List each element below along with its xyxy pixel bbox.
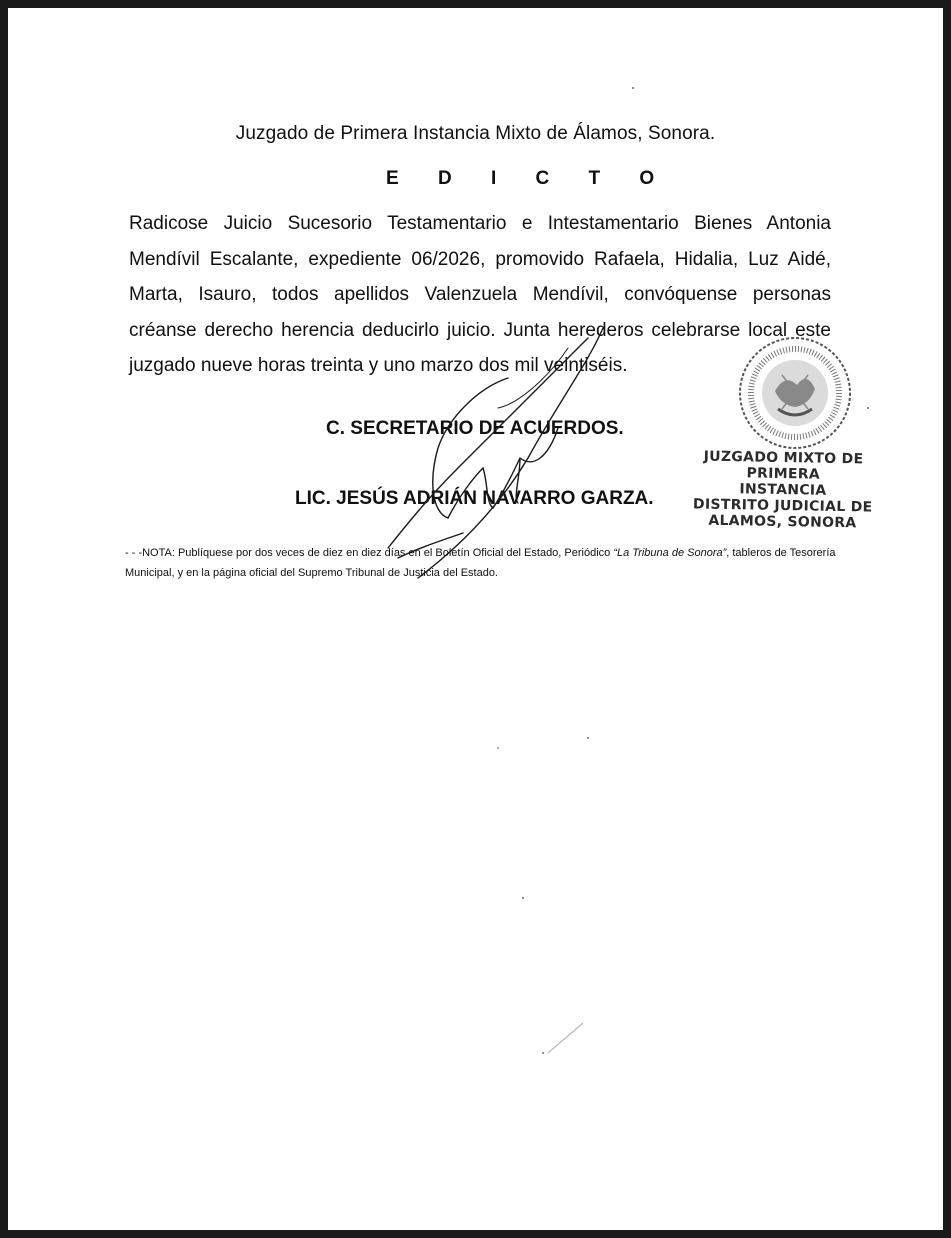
note-newspaper: “La Tribuna de Sonora” — [613, 547, 727, 559]
stamp-line: INSTANCIA — [739, 481, 827, 499]
document-page — [8, 8, 943, 1230]
edict-body: Radicose Juicio Sucesorio Testamentario e Intestamentario Bienes Antonia Mendívil Escalante, expediente 06/2026, promovido Rafaela, Hidalia, Luz Aidé, Marta, Isauro, todos apellidos Valenzuela Mendívil, convóquense personas créanse derecho herencia deducirlo juicio. Junta herederos celebrarse local este juzgado nueve horas treinta y uno marzo dos mil veintiséis. — [129, 213, 831, 376]
stamp-line: JUZGADO MIXTO DE PRIMERA — [703, 448, 864, 483]
signatory-title: C. SECRETARIO DE ACUERDOS. — [326, 418, 624, 439]
note-suffix: , tableros de Tesorería Municipal, y en la página oficial del Supremo Tribunal de Justicia del Estado. — [125, 547, 836, 579]
note-prefix: - - -NOTA: Publíquese por dos veces de diez en diez días en el Boletín Oficial del Estado, Periódico — [125, 547, 614, 559]
stamp-line: ALAMOS, SONORA — [708, 512, 857, 532]
scan-noise — [8, 8, 943, 1230]
signatory-name: LIC. JESÚS ADRIÁN NAVARRO GARZA. — [295, 488, 654, 509]
court-header: Juzgado de Primera Instancia Mixto de Álamos, Sonora. — [235, 123, 716, 144]
stamp-line: DISTRITO JUDICIAL DE — [692, 496, 873, 516]
document-title: E D I C T O — [386, 168, 672, 189]
